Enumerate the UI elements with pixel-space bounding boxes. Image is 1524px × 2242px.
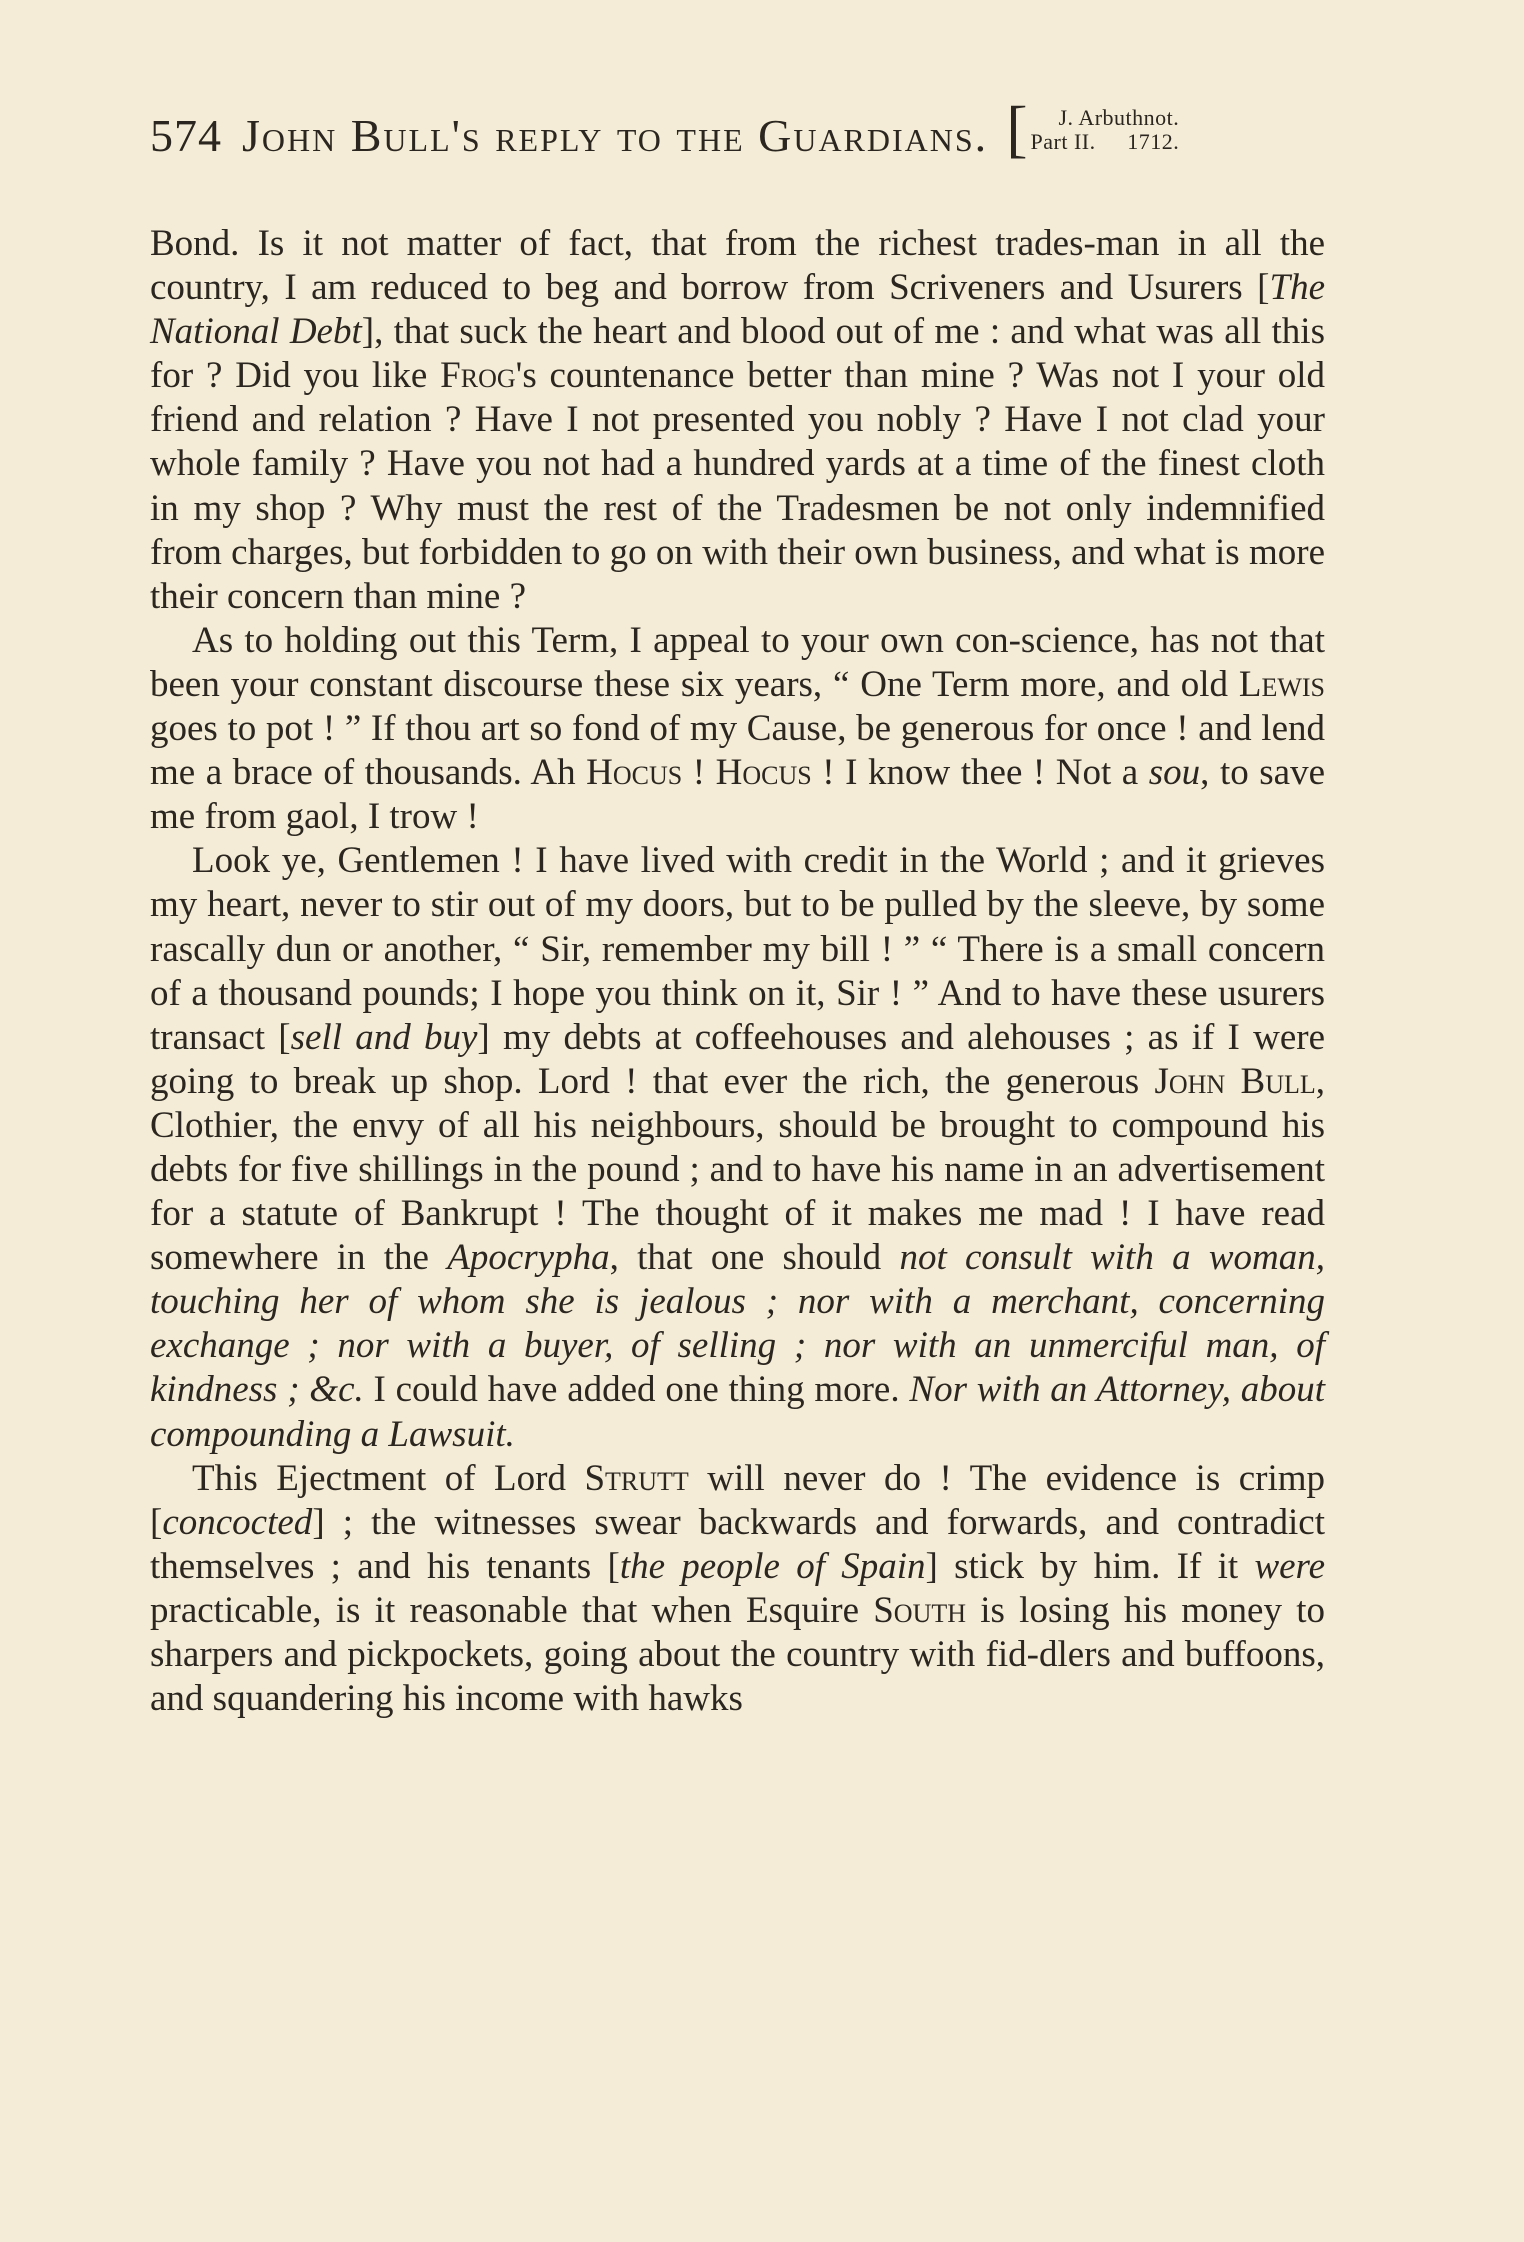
text-run: , Clothier, the envy of all his neighbours, should be brought to compound his debts for five shillings in the pound ; and to have his name in an advertisement for a statute of Bankrupt ! The thought of it makes me mad ! I have read somewhere in the (150, 1060, 1325, 1279)
italic-text: concocted (162, 1501, 313, 1543)
source-note (1031, 106, 1180, 154)
small-caps-name: Lewis (1238, 663, 1325, 705)
text-run: 's countenance better than mine ? Was not I your old friend and relation ? Have I not presented you nobly ? Have I not clad your whole family ? Have you not had a hundred yards at a time of the finest cloth in my shop ? Why must the rest of the Tradesmen be not only indemnified from charges, but forbidden to go on with their own business, and what is more their concern than mine ? (150, 355, 1325, 617)
source-bracket: [ (1006, 93, 1029, 164)
text-run: Look ye, Gentlemen ! I have lived with credit in the World ; and it grieves my heart, never to stir out of my doors, but to be pulled by the sleeve, by some rascally dun or another, “ Sir, remember my bill ! ” “ There is a small concern of a thousand pounds; I hope you think on it, Sir ! ” And to have these usurers transact [ (150, 840, 1325, 1058)
italic-text: sell and buy (290, 1016, 478, 1058)
text-run: This Ejectment of Lord (192, 1457, 585, 1499)
italic-text: The National Debt (150, 267, 1325, 353)
small-caps-name: Frog (440, 355, 516, 397)
text-run: , to save me from gaol, I trow ! (150, 752, 1325, 838)
text-run: ! (682, 752, 716, 794)
paragraph (150, 619, 1325, 839)
text-run: ] ; the witnesses swear backwards and forwards, and contradict themselves ; and his tenants [ (150, 1501, 1325, 1587)
text-run: ], that suck the heart and blood out of me : and what was all this for ? Did you like (150, 311, 1325, 397)
text-run: Bond. Is it not matter of fact, that from the richest trades-man in all the country, I am reduced to beg and borrow from Scriveners and Usurers [ (150, 223, 1325, 309)
body-text (150, 222, 1325, 1721)
paragraph (150, 1457, 1325, 1722)
paragraph (150, 839, 1325, 1456)
text-run: practicable, is it reasonable that when Esquire (150, 1589, 874, 1631)
text-run: goes to pot ! ” If thou art so fond of my Cause, be generous for once ! and lend me a brace of thousands. Ah (150, 708, 1325, 794)
italic-text: the people of Spain (619, 1545, 926, 1587)
italic-text: not consult with a woman, touching her of whom she is jealous ; nor with a merchant, concerning exchange ; nor with a buyer, of selling ; nor with an unmerciful man, of kindness ; &c. (150, 1237, 1325, 1411)
source-year: 1712. (1127, 129, 1180, 154)
text-run: ! I know thee ! Not a (811, 752, 1149, 794)
small-caps-name: Strutt (584, 1457, 689, 1499)
italic-text: Apocrypha (447, 1237, 610, 1279)
source-author: J. Arbuthnot. (1058, 105, 1180, 130)
italic-text: sou (1148, 752, 1201, 794)
text-run: As to holding out this Term, I appeal to your own con-science, has not that been your constant discourse these six years, “ One Term more, and old (150, 619, 1325, 705)
small-caps-name: Hocus (586, 752, 683, 794)
small-caps-name: John Bull (1154, 1060, 1316, 1102)
italic-text: Nor with an Attorney, about compounding a Lawsuit. (150, 1369, 1326, 1455)
page-number: 574 (150, 110, 222, 161)
source-part: Part II. (1030, 129, 1096, 154)
text-run: will never do ! The evidence is crimp [ (150, 1457, 1326, 1543)
italic-text: were (1254, 1545, 1325, 1587)
text-run: , that one should (609, 1237, 900, 1279)
text-run: ] my debts at coffeehouses and alehouses ; as if I were going to break up shop. Lord ! that ever the rich, the generous (150, 1016, 1325, 1102)
text-run: I could have added one thing more. (363, 1369, 910, 1411)
text-run: ] stick by him. If it (925, 1545, 1255, 1587)
text-run: is losing his money to sharpers and pickpockets, going about the country with fid-dlers and buffoons, and squandering his income with hawks (150, 1589, 1325, 1720)
small-caps-name: South (873, 1589, 967, 1631)
book-page (150, 93, 1326, 1721)
running-head (150, 93, 1325, 176)
paragraph (150, 222, 1325, 619)
source-part-year (1031, 130, 1180, 154)
small-caps-name: Hocus (715, 752, 812, 794)
running-title: John Bull's reply to the Guardians. (242, 110, 989, 161)
